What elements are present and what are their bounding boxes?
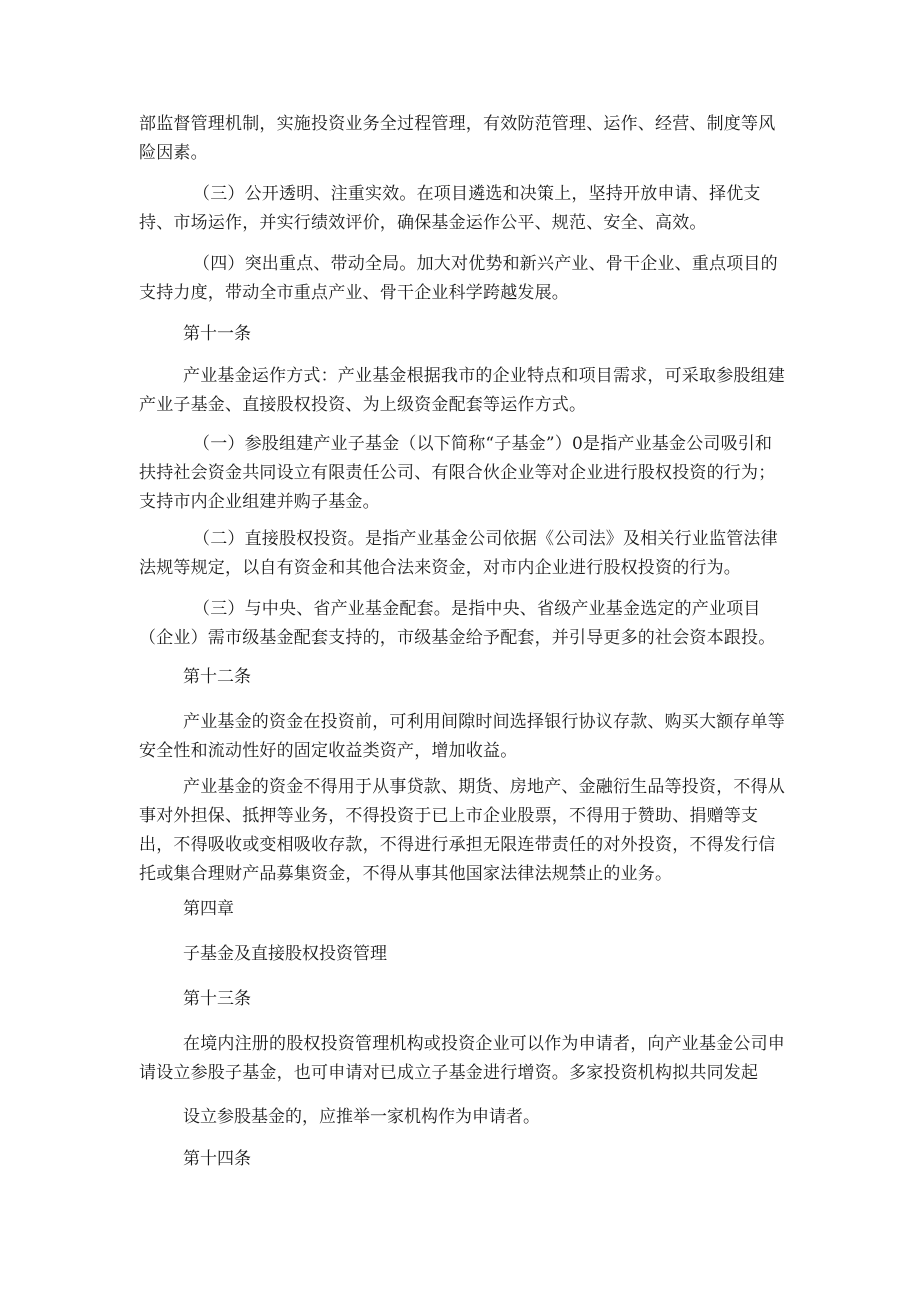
paragraph-transparency: （三）公开透明、注重实效。在项目遴选和决策上，坚持开放申请、择优支持、市场运作，并实行绩效评价，确保基金运作公平、规范、安全、高效。 [139, 184, 761, 233]
article-14-heading: 第十四条 [183, 1149, 251, 1169]
paragraph-oversight: 部监督管理机制，实施投资业务全过程管理，有效防范管理、运作、经营、制度等风险因素。 [139, 114, 776, 163]
paragraph-focus: （四）突出重点、带动全局。加大对优势和新兴产业、骨干企业、重点项目的支持力度，带动全市重点产业、骨干企业科学跨越发展。 [139, 254, 778, 303]
paragraph-sub-fund: （一）参股组建产业子基金（以下简称“子基金”）0是指产业基金公司吸引和扶持社会资金共同设立有限责任公司、有限合伙企业等对企业进行股权投资的行为；支持市内企业组建并购子基金。 [139, 434, 776, 512]
paragraph-prohibitions: 产业基金的资金不得用于从事贷款、期货、房地产、金融衍生品等投资，不得从事对外担保、抵押等业务，不得投资于已上市企业股票，不得用于赞助、捐赠等支出，不得吸收或变相吸收存款，不得进行承担无限连带责任的对外投资，不得发行信托或集合理财产品募集资金，不得从事其他国家法律法规禁止的业务。 [139, 777, 785, 884]
paragraph-lead-applicant: 设立参股基金的，应推举一家机构作为申请者。 [183, 1107, 540, 1127]
chapter-4-title: 子基金及直接股权投资管理 [183, 944, 387, 964]
paragraph-idle-funds: 产业基金的资金在投资前，可利用间隙时间选择银行协议存款、购买大额存单等安全性和流动性好的固定收益类资产，增加收益。 [139, 712, 785, 761]
paragraph-operation-modes: 产业基金运作方式：产业基金根据我市的企业特点和项目需求，可采取参股组建产业子基金、直接股权投资、为上级资金配套等运作方式。 [139, 366, 785, 415]
paragraph-direct-equity: （二）直接股权投资。是指产业基金公司依据《公司法》及相关行业监管法律法规等规定，以自有资金和其他合法来资金，对市内企业进行股权投资的行为。 [139, 529, 778, 578]
chapter-4-heading: 第四章 [183, 899, 234, 919]
article-13-heading: 第十三条 [183, 989, 251, 1009]
paragraph-matching: （三）与中央、省产业基金配套。是指中央、省级产业基金选定的产业项目（企业）需市级基金配套支持的，市级基金给予配套，并引导更多的社会资本跟投。 [139, 599, 776, 648]
article-12-heading: 第十二条 [183, 667, 251, 687]
article-11-heading: 第十一条 [183, 324, 251, 344]
paragraph-applicants: 在境内注册的股权投资管理机构或投资企业可以作为申请者，向产业基金公司申请设立参股子基金，也可申请对已成立子基金进行增资。多家投资机构拟共同发起 [139, 1034, 785, 1083]
